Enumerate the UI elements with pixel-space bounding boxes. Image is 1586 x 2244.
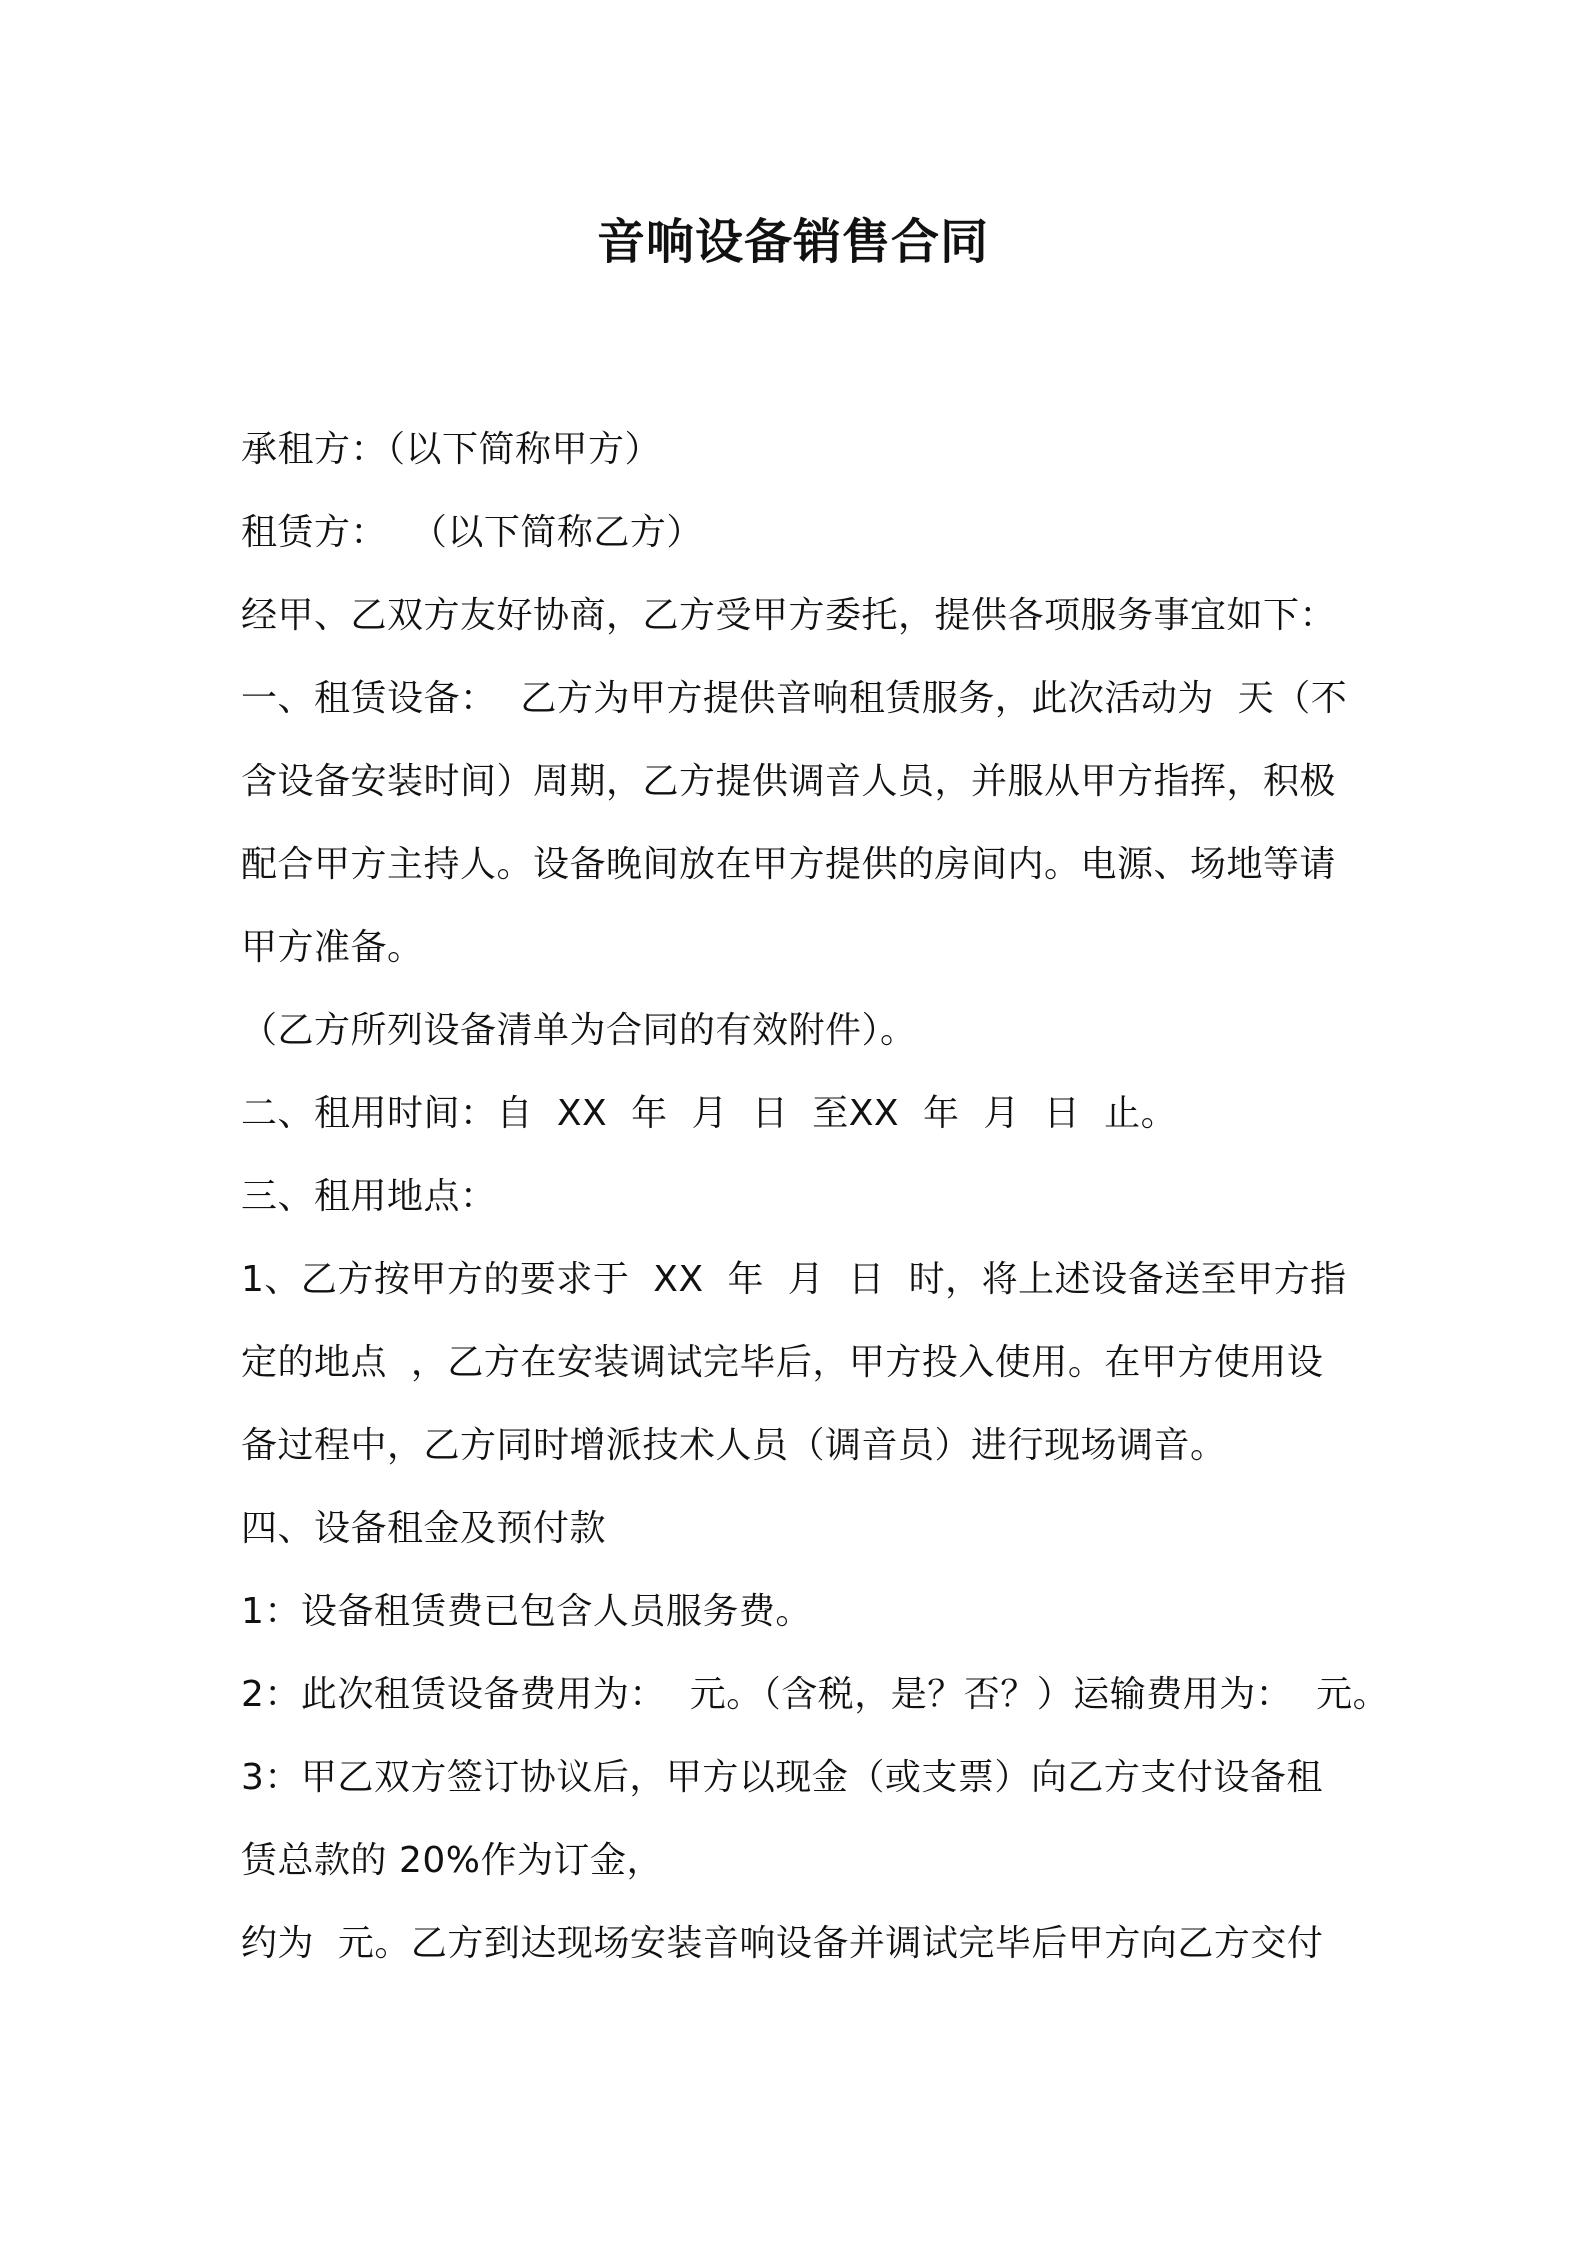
party-a-line: 承租方：（以下简称甲方） xyxy=(241,429,662,470)
section-4-item-3-line-2: 赁总款的 20%作为订金， xyxy=(241,1840,663,1881)
section-4-item-3-line-3: 约为 元。乙方到达现场安装音响设备并调试完毕后甲方向乙方交付 xyxy=(241,1923,1324,1964)
section-2-line: 二、租用时间：自 XX 年 月 日 至XX 年 月 日 止。 xyxy=(241,1093,1178,1134)
attachment-note: （乙方所列设备清单为合同的有效附件）。 xyxy=(241,1010,917,1051)
section-1-line-2: 含设备安装时间）周期，乙方提供调音人员，并服从甲方指挥，积极 xyxy=(241,761,1337,802)
section-4-item-2: 2：此次租赁设备费用为： 元。（含税，是？否？）运输费用为： 元。 xyxy=(241,1674,1390,1715)
section-3-heading: 三、租用地点： xyxy=(241,1176,497,1217)
document-title: 音响设备销售合同 xyxy=(596,214,989,270)
preamble-line: 经甲、乙双方友好协商，乙方受甲方委托，提供各项服务事宜如下： xyxy=(241,595,1337,636)
section-4-item-1: 1：设备租赁费已包含人员服务费。 xyxy=(241,1591,812,1632)
section-1-line-3: 配合甲方主持人。设备晚间放在甲方提供的房间内。电源、场地等请 xyxy=(241,844,1337,885)
document-body xyxy=(241,408,1390,1985)
party-b-line: 租赁方： （以下简称乙方） xyxy=(241,512,703,553)
section-3-item-1-line-3: 备过程中，乙方同时增派技术人员（调音员）进行现场调音。 xyxy=(241,1425,1227,1466)
section-3-item-1-line-1: 1、乙方按甲方的要求于 XX 年 月 日 时，将上述设备送至甲方指 xyxy=(241,1259,1347,1300)
section-1-line-4: 甲方准备。 xyxy=(241,927,424,968)
section-3-item-1-line-2: 定的地点 ，乙方在安装调试完毕后，甲方投入使用。在甲方使用设 xyxy=(241,1342,1324,1383)
section-4-item-3-line-1: 3：甲乙双方签订协议后，甲方以现金（或支票）向乙方支付设备租 xyxy=(241,1757,1323,1798)
section-4-heading: 四、设备租金及预付款 xyxy=(241,1508,607,1549)
section-1-line-1: 一、租赁设备： 乙方为甲方提供音响租赁服务，此次活动为 天（不 xyxy=(241,678,1348,719)
